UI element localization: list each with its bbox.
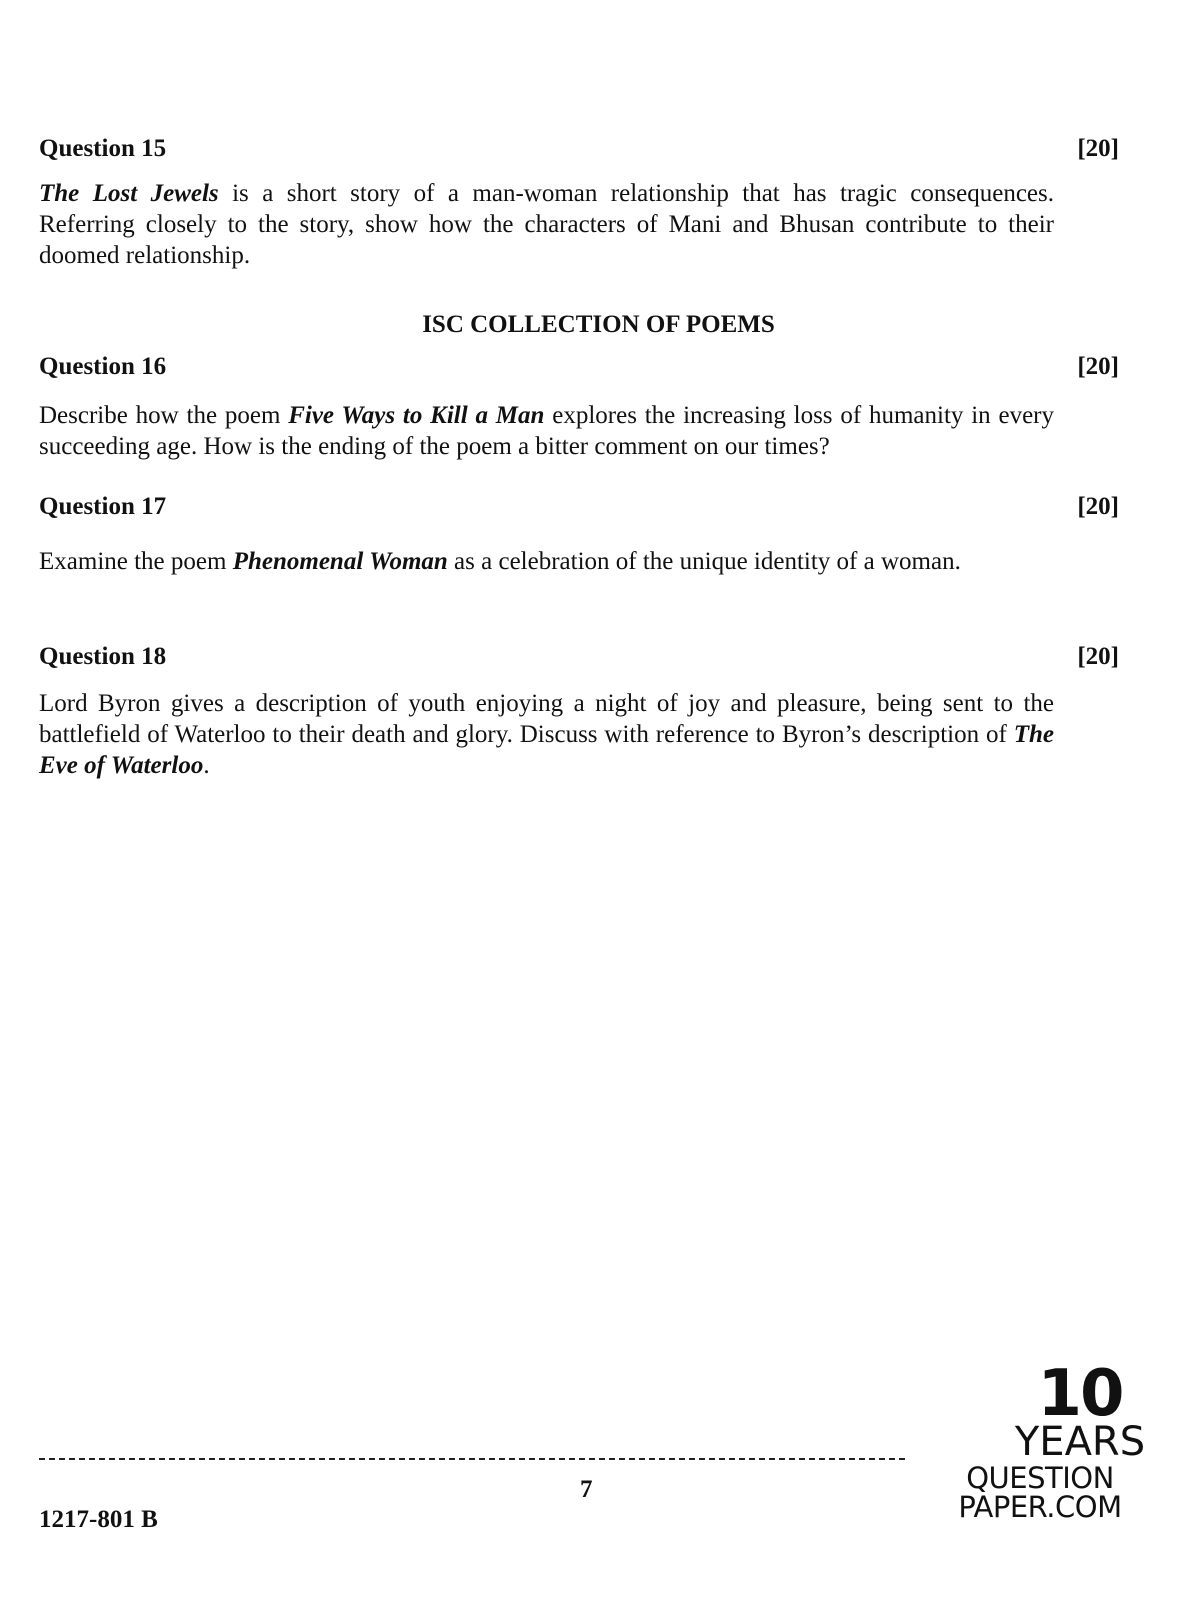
- question-marks: [20]: [1077, 643, 1119, 670]
- question-text: [39, 688, 1054, 781]
- question-marks: [20]: [1077, 493, 1119, 520]
- page-number: 7: [580, 1476, 593, 1503]
- question-16: [39, 352, 1119, 462]
- question-header: [39, 134, 1119, 164]
- poem-title: Five Ways to Kill a Man: [288, 402, 545, 429]
- question-15: [39, 134, 1119, 271]
- question-text-part: Examine the poem: [39, 548, 233, 575]
- logo-site-name: QUESTION PAPER.COM: [958, 1461, 1122, 1524]
- question-header: [39, 642, 1119, 672]
- question-text: [39, 546, 1054, 577]
- question-text-part: as a celebration of the unique identity of a woman.: [447, 548, 961, 575]
- paper-code: 1217-801 B: [39, 1506, 158, 1533]
- question-marks: [20]: [1077, 353, 1119, 380]
- footer-divider: [39, 1458, 905, 1460]
- question-18: [39, 642, 1119, 781]
- question-header: [39, 492, 1119, 522]
- question-text-part: is a short story of a man-woman relationship that has tragic consequences. Referring closely to the story, show how the characters of Mani and Bhusan contribute to their doomed relationship.: [39, 180, 1054, 269]
- logo-years: YEARS: [1014, 1419, 1146, 1465]
- question-title: Question 17: [39, 493, 167, 520]
- question-title: Question 16: [39, 353, 167, 380]
- question-marks: [20]: [1077, 135, 1119, 162]
- question-title: Question 15: [39, 135, 167, 162]
- question-text: [39, 178, 1054, 271]
- site-logo: [905, 1357, 1175, 1524]
- story-title: The Lost Jewels: [39, 180, 219, 207]
- poem-title: Phenomenal Woman: [232, 548, 448, 575]
- question-title: Question 18: [39, 643, 167, 670]
- section-title: ISC COLLECTION OF POEMS: [422, 311, 775, 338]
- question-header: [39, 352, 1119, 382]
- question-text-part: Lord Byron gives a description of youth enjoying a night of joy and pleasure, being sent to the battlefield of Waterloo to their death and glory. Discuss with reference to Byron’s description of: [39, 690, 1054, 748]
- question-text-part: Describe how the poem: [39, 402, 289, 429]
- poem-title: The Eve of Waterloo: [39, 721, 1054, 779]
- question-text-part: explores the increasing loss of humanity in every succeeding age. How is the ending of the poem a bitter comment on our times?: [39, 402, 1054, 460]
- question-text: [39, 400, 1054, 462]
- question-text-part: .: [203, 752, 210, 779]
- question-17: [39, 492, 1119, 577]
- logo-number: 10: [1037, 1357, 1123, 1431]
